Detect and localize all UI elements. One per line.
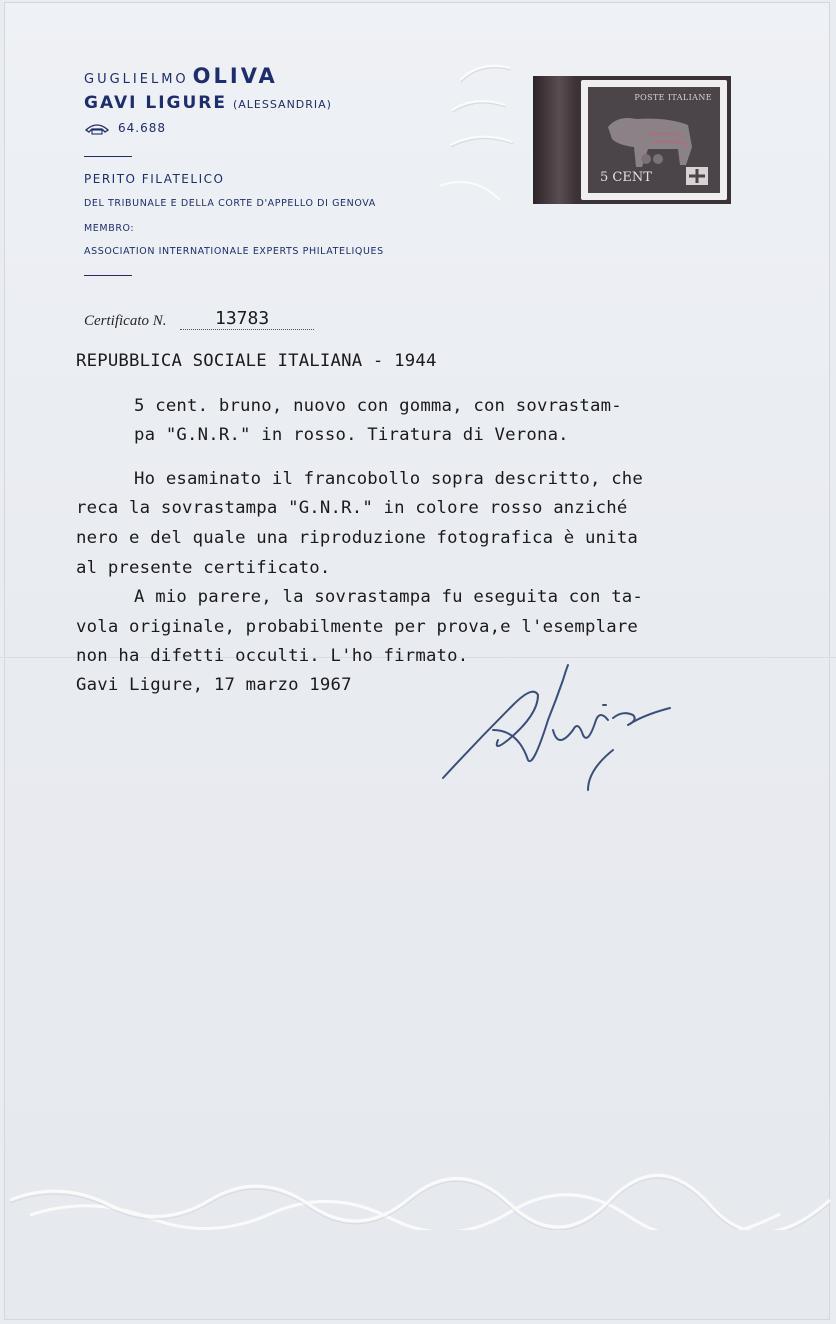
surname: OLIVA [192, 64, 278, 88]
certificate-label: Certificato N. [84, 313, 167, 329]
text-line: pa "G.N.R." in rosso. Tiratura di Verona. [134, 425, 569, 445]
letterhead-phone [84, 121, 166, 135]
divider [84, 156, 132, 157]
stamp-country: POSTE ITALIANE [634, 93, 712, 102]
text-line: al presente certificato. [76, 558, 331, 578]
text-line: reca la sovrastampa "G.N.R." in colore rosso anziché [76, 498, 628, 518]
first-name: GUGLIELMO [84, 72, 189, 87]
stamp [581, 80, 727, 200]
stamp-photo [533, 76, 731, 204]
phone-number: 64.688 [118, 121, 166, 135]
letterhead-name [84, 64, 278, 88]
member-label: MEMBRO: [84, 223, 135, 234]
town: GAVI LIGURE [84, 93, 227, 113]
divider [84, 275, 132, 276]
text-line: A mio parere, la sovrastampa fu eseguita con ta- [134, 587, 644, 607]
telephone-icon [84, 121, 110, 135]
association: ASSOCIATION INTERNATIONALE EXPERTS PHILATELIQUES [84, 246, 384, 257]
province: (ALESSANDRIA) [232, 98, 332, 111]
place-date: Gavi Ligure, 17 marzo 1967 [76, 675, 352, 695]
stamp-value: 5 CENT [600, 170, 652, 185]
text-line: non ha difetti occulti. L'ho firmato. [76, 646, 469, 666]
stamp-design [588, 87, 720, 193]
adjacent-stamp-edge [533, 76, 577, 204]
footer-emboss [0, 1170, 836, 1230]
text-line: nero e del quale una riproduzione fotografica è unita [76, 528, 639, 548]
court: DEL TRIBUNALE E DELLA CORTE D'APPELLO DI GENOVA [84, 198, 376, 209]
letterhead-town [84, 93, 332, 113]
role: PERITO FILATELICO [84, 172, 225, 186]
signature-image [438, 660, 678, 800]
certificate-dotline [180, 329, 314, 330]
certificate-number: 13783 [215, 308, 270, 329]
text-line: 5 cent. bruno, nuovo con gomma, con sovrastam- [134, 396, 622, 416]
heading: REPUBBLICA SOCIALE ITALIANA - 1944 [76, 351, 437, 371]
text-line: vola originale, probabilmente per prova,e l'esemplare [76, 617, 639, 637]
text-line: Ho esaminato il francobollo sopra descritto, che [134, 469, 644, 489]
